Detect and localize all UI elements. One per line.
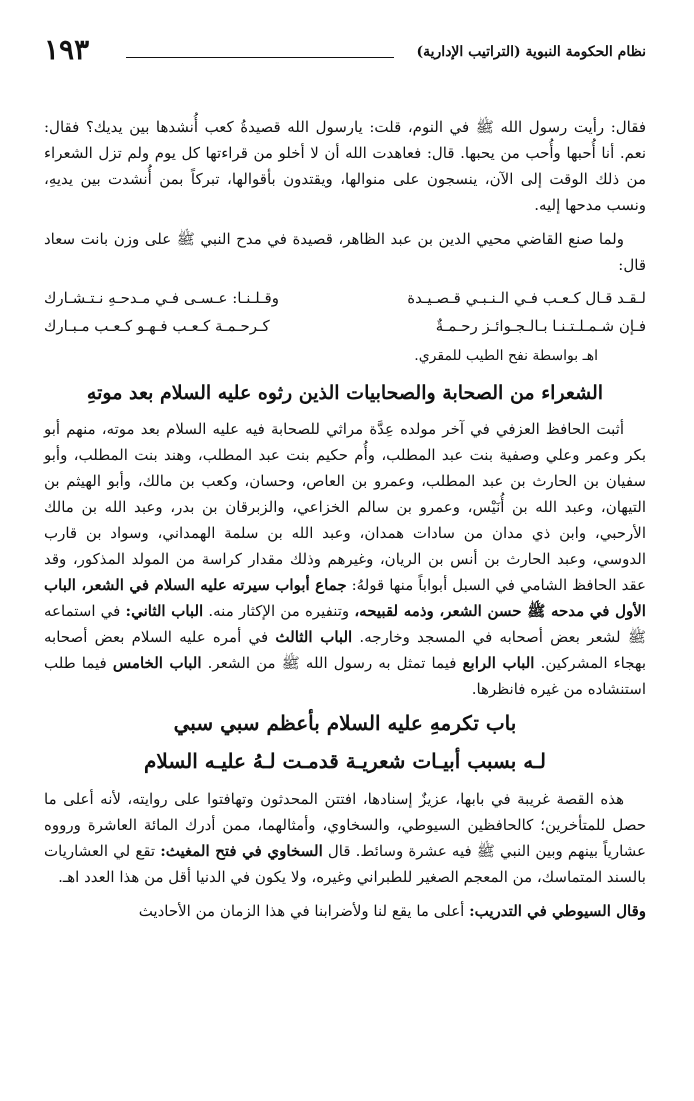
paragraph-dream-account: فقال: رأيت رسول الله ﷺ في النوم، قلت: يارسول الله قصيدةُ كعب أُنشدها بين يديك؟ فقال: نعم. أنا أُحبها وأُحب من يحبها. قال: فعاهدت الله أن لا أخلو من قراءتها كل يوم ولم تزل الشعراء من ذلك الوقت إلى الآن، ينسجون على منوالها، ويقتدون بأقوالها، تبركاً بمن أُنشدت بين يديهِ، ونسب مدحها إليه. [44,118,646,214]
paragraph-text: في استماعه ﷺ لشعر بعض أصحابه في المسجد وخارجه. [44,602,646,646]
bold-phrase: الباب الخامس [112,654,202,672]
bold-phrase: الباب الرابع [462,654,535,672]
header-rule [126,57,394,58]
paragraph-text: تقع لي العشاريات بالسند المتماسك، من المعجم الصغير للطبراني وغيره، ولا يكون في الدنيا أقل من هذا العدد اهـ. [44,842,646,886]
verse-first-hemistich: فـإن شـمـلـتـنـا بـالـجـوائـز رحـمـةٌ [435,317,646,335]
paragraph-elegies [44,416,646,702]
bold-phrase: السخاوي في فتح المغيث: [160,842,323,860]
source-note: اهـ بواسطة نفح الطيب للمقري. [414,348,598,364]
bold-phrase: الباب الثاني: [125,602,204,620]
chapter-heading-line1: باب تكرمهِ عليه السلام بأعظم سبي سبي [173,711,517,735]
section-heading-elegies: الشعراء من الصحابة والصحابيات الذين رثوه عليه السلام بعد موتهِ [86,382,604,404]
poem-verses [44,284,646,340]
verse-line [44,312,646,340]
paragraph-text: أثبت الحافظ العزفي في آخر مولده عِدَّة مراثي للصحابة فيه عليه السلام بعد موته، منهم أبو بكر وعمر وعلي وصفية بنت عبد المطلب، وأُم حكيم بنت عبد المطلب، وهند بنت المطلب، وأبو سفيان بن الحارث بن عبد المطلب، وعمرو بن العاص، وحسان، وكعب بن مالك، وأبو الهيثم بن التيهان، وعبد الله بن أُنَيْس، وعمرو بن سالم الخزاعي، والزبرقان بن بدر، وعبد الله بن مالك الأرحبي، وابن ذي مدان من سادات همدان، وعبد الله بن سلمة الهمداني، وسواد بن قارب الدوسي، وعبد الحارث بن أنس بن الريان، وغيرهم وذلك مقدار كراسة من المولد المذكور، وقد عقد الحافظ الشامي في السبل أبواباً منها قولهُ: [44,420,646,594]
chapter-heading-line2: لـه بسبب أبيـات شعريـة قدمـت لـهُ عليـه السلام [144,749,546,773]
page-number: ١٩٣ [44,33,90,66]
paragraph-text: هذه القصة غريبة في بابها، عزيزٌ إسنادها، افتتن المحدثون وتهافتوا على روايته، لأنه أعلى ما حصل للمتأخرين؛ كالحافظين السيوطي، والسخاوي، وأمثالهما، ممن أدرك المائة العاشرة ورووه عشارياً بينهم وبين النبي ﷺ فيه عشرة وسائط. قال [44,790,647,860]
running-title: نظام الحكومة النبوية (التراتيب الإدارية) [416,44,646,60]
paragraph-text: فيما تمثل به رسول الله ﷺ من الشعر. [207,654,457,672]
page-header [44,33,646,70]
paragraph-text: فيما طلب استنشاده من غيره فانظرها. [44,654,646,698]
paragraph-text: وتنفيره من الإكثار منه. [208,602,350,620]
paragraph-text: أعلى ما يقع لنا ولأضرابنا في هذا الزمان من الأحاديث [138,902,465,920]
bold-phrase: الباب الثالث [275,628,353,646]
bold-phrase: جماع أبواب سيرته عليه السلام في الشعر، الباب الأول في مدحه ﷺ حسن الشعر، وذمه لقبيحه، [44,576,646,620]
bold-phrase: وقال السيوطي في التدريب: [469,902,646,920]
paragraph-story-chain [44,786,646,890]
verse-first-hemistich: لـقـد قـال كـعـب فـي الـنـبـي قـصـيـدة [407,289,646,307]
paragraph-suyuti [44,898,646,924]
verse-second-hemistich: كـرحـمـة كـعـب فـهـو كـعـب مـبـارك [44,317,270,335]
verse-second-hemistich: وقـلـنـا: عـسـى فـي مـدحـهِ نـتـشـارك [44,289,279,307]
paragraph-text: في أمره عليه السلام بعض أصحابه بهجاء المشركين. [44,628,646,672]
paragraph-verse-intro: ولما صنع القاضي محيي الدين بن عبد الظاهر، قصيدة في مدح النبي ﷺ على وزن بانت سعاد قال: [44,230,646,274]
verse-line [44,284,646,312]
